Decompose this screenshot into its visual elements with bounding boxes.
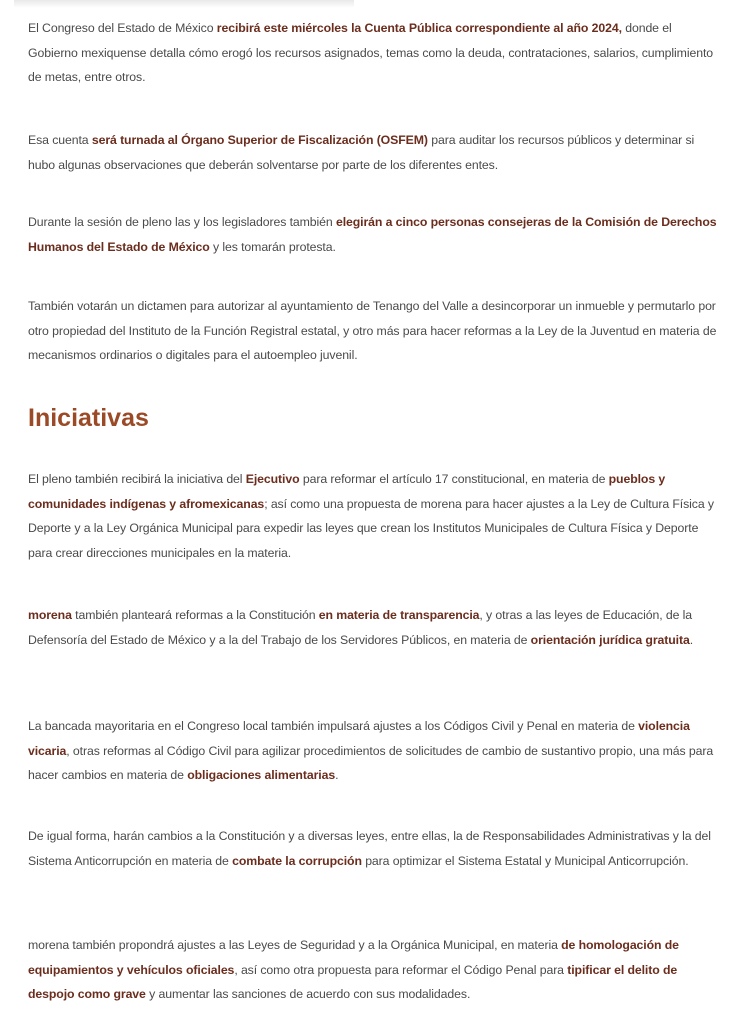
text: ; así como una propuesta de morena para hacer ajustes a la Ley de Cultura Física y Deporte y a la Ley Orgánica Municipal para expedir las leyes que crean los Institutos Municipales de Cultura Física y Deporte para crear direcciones municipales en la materia. [28, 496, 714, 560]
text: Durante la sesión de pleno las y los legisladores también [28, 215, 336, 229]
text: también planteará reformas a la Constitución [71, 608, 319, 622]
bold-text: tipificar el delito de despojo como grave [28, 962, 678, 1001]
top-image-edge [14, 0, 354, 8]
bold-text: combate la corrupción [232, 853, 362, 868]
paragraph-tenango [28, 294, 724, 368]
text: , otras reformas al Código Civil para agilizar procedimientos de solicitudes de cambio de sustantivo propio, una más para hacer cambios en materia de [28, 743, 714, 782]
bold-text: en materia de transparencia [318, 608, 480, 622]
bold-text: orientación jurídica gratuita [530, 632, 690, 647]
paragraph-osfem [28, 128, 724, 177]
text: El pleno también recibirá la iniciativa del [28, 472, 246, 486]
bold-text: pueblos y comunidades indígenas y afromexicanas [28, 472, 666, 511]
text: donde el Gobierno mexiquense detalla cómo erogó los recursos asignados, temas como la deuda, contrataciones, salarios, cumplimiento de metas, entre otros. [28, 21, 713, 84]
text: De igual forma, harán cambios a la Constitución y a diversas leyes, entre ellas, la de Responsabilidades Administrativas y la del Sistema Anticorrupción en materia de [28, 829, 711, 868]
bold-text: morena [28, 608, 72, 622]
text: y aumentar las sanciones de acuerdo con sus modalidades. [145, 987, 471, 1001]
paragraph-seguridad [28, 933, 724, 1007]
bold-text: recibirá este miércoles la Cuenta Pública correspondiente al año 2024, [216, 21, 622, 35]
bold-text: será turnada al Órgano Superior de Fiscalización (OSFEM) [91, 133, 428, 147]
bold-text: elegirán a cinco personas consejeras de la Comisión de Derechos Humanos del Estado de México [28, 215, 717, 254]
text: . [689, 632, 694, 647]
text: y les tomarán protesta. [209, 239, 336, 254]
paragraph-derechos-humanos [28, 210, 724, 259]
text: para optimizar el Sistema Estatal y Municipal Anticorrupción. [361, 853, 689, 868]
section-heading-iniciativas: Iniciativas [28, 404, 149, 432]
paragraph-ejecutivo [28, 467, 724, 565]
paragraph-violencia-vicaria [28, 714, 724, 788]
text: morena también propondrá ajustes a las Leyes de Seguridad y a la Orgánica Municipal, en materia [28, 938, 562, 952]
text: El Congreso del Estado de México [28, 21, 217, 35]
text: , y otras a las leyes de Educación, de la Defensoría del Estado de México y a la del Trabajo de los Servidores Públicos, en materia de [28, 608, 693, 647]
paragraph-transparencia [28, 603, 724, 652]
bold-text: de homologación de equipamientos y vehículos oficiales [28, 938, 679, 977]
text: . [335, 768, 339, 782]
text: La bancada mayoritaria en el Congreso local también impulsará ajustes a los Códigos Civil y Penal en materia de [28, 719, 639, 733]
paragraph-cuenta-publica [28, 16, 724, 90]
text: También votarán un dictamen para autorizar al ayuntamiento de Tenango del Valle a desincorporar un inmueble y permutarlo por otro propiedad del Instituto de la Función Registral estatal, y otro más para hacer reformas a la Ley de la Juventud en materia de mecanismos ordinarios o digitales para el autoempleo juvenil. [28, 299, 717, 362]
bold-text: violencia vicaria [28, 719, 690, 758]
paragraph-anticorrupcion [28, 824, 724, 873]
text: para reformar el artículo 17 constitucional, en materia de [299, 472, 609, 486]
bold-text: obligaciones alimentarias [187, 768, 336, 782]
bold-text: Ejecutivo [245, 472, 300, 486]
text: Esa cuenta [28, 133, 92, 147]
text: , así como otra propuesta para reformar el Código Penal para [234, 962, 568, 977]
text: para auditar los recursos públicos y determinar si hubo algunas observaciones que deberán solventarse por parte de los diferentes entes. [28, 133, 695, 172]
